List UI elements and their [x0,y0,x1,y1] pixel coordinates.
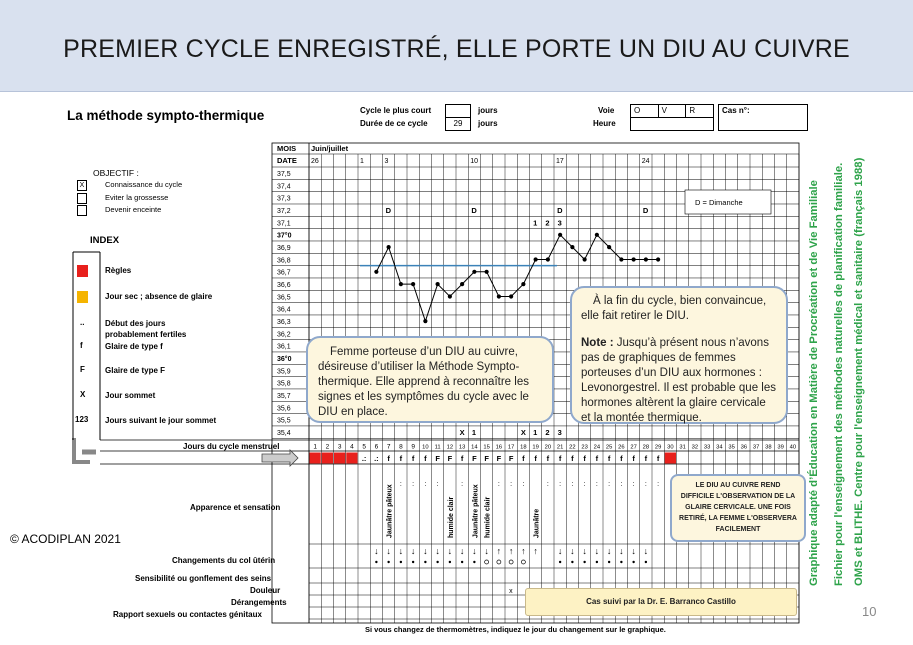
temperature-label: 36,5 [277,294,291,302]
sensation-text: humide clair [484,496,492,538]
cervix-down-arrow: ↓ [423,546,428,556]
index-symbol: X [80,390,86,399]
temperature-point [509,294,513,298]
sensation-label: Apparence et sensation [190,503,281,512]
sensation-text: Jaunâtre pâteux [472,484,480,538]
peak-row-mark: 1 [533,427,538,437]
date-value: 17 [556,158,564,165]
temperature-point [656,257,660,261]
cycle-day-number: 39 [777,444,784,451]
temperature-label: 36,3 [277,318,291,326]
cervix-closed-dot [620,561,622,563]
cycle-day-number: 15 [483,444,490,451]
date-value: 3 [384,158,389,165]
sensation-mark: : [510,481,513,488]
sensation-mark: : [546,481,549,488]
cervix-up-arrow: ↑ [496,546,502,556]
temperature-label: 35,4 [277,429,291,437]
cycle-day-number: 21 [556,444,564,451]
cycle-day-number: 24 [593,444,601,451]
mucus-symbol: f [399,454,403,463]
index-symbol: 123 [75,415,89,424]
cervix-down-arrow: ↓ [459,546,465,556]
mucus-symbol: F [472,454,477,463]
cycle-day-number: 28 [642,444,650,451]
mucus-symbol: F [447,454,453,463]
cervix-closed-dot [387,561,389,563]
mucus-symbol: f [387,454,390,463]
date-value: 1 [360,158,364,165]
pain-mark: x [509,588,513,595]
cycle-day-number: 14 [471,444,478,451]
cycle-day-number: 35 [728,444,735,451]
temperature-point [558,233,562,237]
index-symbol: f [80,341,83,350]
cervix-down-arrow: ↓ [570,546,575,556]
voie-option-o[interactable]: O [631,105,659,117]
mucus-symbol: f [460,454,464,463]
note-small: LE DIU AU CUIVRE REND DIFFICILE L'OBSERVATION DE LA GLAIRE CERVICALE. UNE FOIS RETIRÉ, LA FEMME L'OBSERVERA FACILEMENT [670,474,806,542]
mucus-symbol: f [632,454,635,463]
sensation-mark: : [399,481,402,488]
cycle-day-number: 12 [446,444,454,451]
mucus-symbol: f [583,454,586,463]
peak-row-mark: 2 [545,427,550,437]
cycle-day-number: 37 [752,444,760,451]
mucus-symbol: f [644,454,648,463]
index-label: probablement fertiles [105,330,187,339]
note-right-p2-bold: Note : [581,337,614,349]
cervix-down-arrow: ↓ [386,546,391,556]
objective-label: Devenir enceinte [105,205,162,214]
voie-option-r[interactable]: R [689,106,696,115]
mucus-symbol: f [424,454,427,463]
voie-option-v[interactable]: V [659,105,687,117]
temperature-point [521,282,525,286]
cervix-down-arrow: ↓ [435,546,440,556]
temperature-point [485,270,489,274]
sensation-mark: : [657,481,660,488]
pain-label: Douleur [250,586,281,595]
mucus-symbol: f [558,454,562,463]
note-right-p1: À la fin du cycle, bien convaincue, elle fait retirer le DIU. [581,295,767,322]
temperature-point [472,270,476,274]
sensation-mark: : [620,481,623,488]
cervix-down-arrow: ↓ [594,546,600,556]
cervix-down-arrow: ↓ [374,546,379,556]
temperature-label: 36,7 [277,269,291,277]
date-value: 24 [641,158,650,165]
index-label: Glaire de type F [105,366,166,375]
date-value: 10 [470,158,479,165]
cycle-day-number: 29 [654,444,662,451]
cervix-down-arrow: ↓ [582,546,587,556]
mucus-symbol: f [595,454,599,463]
sensation-mark: : [595,481,598,488]
cycle-day-number: 34 [716,444,723,451]
temperature-point [374,270,378,274]
cycle-day-number: 27 [630,444,637,451]
cycle-day-number: 36 [740,444,748,451]
temperature-point [448,294,452,298]
temperature-point [460,282,464,286]
breasts-label: Sensibilité ou gonflement des seins [135,574,272,583]
cycle-day-number: 33 [703,444,711,451]
cycle-day-number: 16 [495,444,503,451]
cervix-closed-dot [400,561,402,563]
cervix-closed-dot [596,561,598,563]
mucus-symbol: .: [361,454,367,463]
temperature-label: 37,5 [277,171,291,178]
temperature-label: 37°0 [277,232,292,240]
temperature-label: 35,8 [277,380,291,388]
days-unit-1: jours [478,106,498,115]
cycle-day-number: 26 [618,444,625,451]
temperature-label: 35,7 [277,392,291,400]
temperature-point [607,245,611,249]
case-followed-box: Cas suivi par la Dr. E. Barranco Castillo [525,588,797,616]
mucus-symbol: f [571,454,574,463]
note-left: Femme porteuse d’un DIU au cuivre, désireuse d’utiliser la Méthode Sympto-thermique. Elle apprend à reconnaître les signes et les symptômes du cycle avec le DIU en place. [306,336,554,423]
temperature-point [570,245,574,249]
temperature-point [497,294,501,298]
cycle-day-number: 25 [605,444,613,451]
cycle-day-number: 9 [411,443,415,451]
cycle-day-number: 20 [544,444,552,451]
mucus-symbol: F [496,454,502,463]
peak-row-mark: X [520,427,526,437]
sensation-mark: : [497,481,500,488]
side-text-2: Fichier pour l'enseignement des méthodes naturelles de planification familiale. [833,162,845,586]
cycle-day-number: 3 [337,443,342,451]
duration-label: Durée de ce cycle [360,119,428,128]
month-value: Juin/juillet [311,144,349,153]
sensation-mark: : [644,481,647,488]
cervix-open-circle [509,560,513,564]
cervix-up-arrow: ↑ [533,546,538,556]
cervix-down-arrow: ↓ [472,546,477,556]
index-title: INDEX [90,235,120,246]
voie-label: Voie [598,106,615,115]
cycle-day-number: 19 [532,444,539,451]
note-right [570,286,788,424]
temperature-label: 37,2 [277,207,291,215]
cervix-closed-dot [571,561,573,563]
temperature-point [411,282,415,286]
mucus-symbol: .: [374,454,379,463]
objective-title: OBJECTIF : [93,168,139,178]
index-label: Début des jours [105,319,166,328]
cervix-down-arrow: ↓ [484,546,489,556]
cycle-day-number: 8 [399,443,403,451]
temperature-label: 35,5 [277,417,291,425]
mucus-symbol: f [620,454,623,463]
cervix-down-arrow: ↓ [447,546,453,556]
mucus-symbol: f [546,454,550,463]
cycle-day-number: 40 [789,444,797,451]
mucus-symbol: f [534,454,537,463]
cycle-day-number: 23 [581,444,588,451]
sunday-marker: D [471,205,477,215]
footer-note: Si vous changez de thermomètres, indiquez le jour du changement sur le graphique. [365,625,666,634]
cycle-day-number: 2 [325,443,330,451]
cervix-down-arrow: ↓ [643,546,649,556]
objective-label: Connaissance du cycle [105,180,183,189]
sensation-mark: : [412,481,415,488]
peak-row-mark: 3 [557,427,562,437]
note-right-p2 [581,336,777,426]
sensation-mark: : [559,481,562,488]
sensation-mark: : [571,481,574,488]
duration-box[interactable]: 29 [445,117,471,131]
sex-label: Rapport sexuels ou contactes génitaux [113,610,262,619]
post-peak-top: 1 [533,218,538,228]
note-right-p2-text: Jusqu’à présent nous n’avons pas de graphiques de femmes porteuses d’un DIU aux hormones : Levonorgestrel. Il est probable que les hormones altèrent la glaire cervicale et la montée thermique. [581,337,776,424]
cervix-open-circle [497,560,501,564]
temperature-label: 35,6 [277,405,291,413]
side-text-3: OMS et BLITHE. Centre pour l'enseignement médical et sanitaire (français 1988) [853,157,865,586]
temperature-label: 37,3 [277,195,291,203]
cervix-closed-dot [473,561,475,563]
cervix-closed-dot [632,561,634,563]
post-peak-top: 3 [557,218,562,228]
cycle-day-number: 17 [507,444,515,451]
temperature-point [644,257,648,261]
temperature-point [436,282,440,286]
mucus-symbol: f [607,454,611,463]
index-symbol: .. [80,318,85,327]
cervix-open-circle [485,560,489,564]
cervix-up-arrow: ↑ [508,546,514,556]
sensation-mark: : [583,481,586,488]
mucus-symbol: F [484,454,489,463]
cervix-closed-dot [559,561,561,563]
cervix-down-arrow: ↓ [631,546,636,556]
cervix-down-arrow: ↓ [606,546,612,556]
sensation-mark: : [424,481,427,488]
col-label: Changements du col ûtérin [172,556,276,565]
temperature-point [583,257,587,261]
index-symbol: F [80,365,85,374]
menstruation-cell [322,453,333,464]
cycle-day-number: 7 [386,443,391,451]
temperature-label: 36,9 [277,244,291,252]
temperature-label: 36,6 [277,281,291,289]
sensation-mark: : [461,481,464,488]
cervix-closed-dot [436,561,438,563]
method-title: La méthode sympto-thermique [67,108,265,123]
sensation-mark: : [522,481,525,488]
cervix-closed-dot [645,561,647,563]
cycle-day-number: 4 [350,443,354,451]
cycle-day-number: 13 [458,444,466,451]
cervix-closed-dot [375,561,377,563]
cervix-down-arrow: ↓ [410,546,416,556]
month-label: MOIS [277,144,297,153]
cycle-day-number: 1 [313,443,317,451]
sunday-legend: D = Dimanche [695,198,743,207]
temperature-label: 36,4 [277,306,291,314]
cervix-closed-dot [461,561,463,563]
date-label: DATE [277,156,297,165]
mucus-symbol: F [435,454,440,463]
cycle-day-number: 10 [422,444,429,451]
temperature-label: 37,4 [277,183,291,191]
temperature-point [399,282,403,286]
index-label: Jours suivant le jour sommet [105,416,217,425]
temperature-point [595,233,599,237]
cycle-days-label: Jours du cycle menstruel [183,442,280,451]
temperature-label: 35,9 [277,368,291,376]
objective-label: Eviter la grossesse [105,192,169,202]
cycle-day-number: 22 [569,444,576,451]
index-label: Jour sommet [105,391,156,400]
copyright: © ACODIPLAN 2021 [10,532,121,546]
temperature-label: 36,8 [277,257,291,265]
menstruation-cell [334,453,345,464]
sunday-marker: D [557,205,563,215]
mucus-symbol: F [508,454,514,463]
mucus-symbol: f [522,454,525,463]
slide-title: PREMIER CYCLE ENREGISTRÉ, ELLE PORTE UN DIU AU CUIVRE [63,35,850,63]
cervix-up-arrow: ↑ [521,546,526,556]
objective-checkbox[interactable]: X [77,180,87,191]
days-unit-2: jours [478,119,498,128]
post-peak-top: 2 [545,218,550,228]
shortest-cycle-label: Cycle le plus court [360,106,432,115]
page-number: 10 [862,604,877,619]
sensation-mark: : [608,481,611,488]
cycle-day-number: 11 [434,444,441,451]
sensation-mark: : [632,481,635,488]
sensation-mark: : [436,481,439,488]
cycle-day-number: 5 [362,443,366,451]
temperature-point [534,257,538,261]
index-label: Glaire de type f [105,342,163,351]
cycle-day-number: 38 [765,444,772,451]
temperature-label: 37,1 [277,220,291,228]
cycle-day-number: 32 [691,444,699,451]
cervix-closed-dot [583,561,585,563]
temperature-point [387,245,391,249]
cervix-down-arrow: ↓ [398,546,404,556]
side-text-1: Graphique adapté d’Éducation en Matière de Procréation et de Vie Familiale [808,180,820,586]
sensation-text: Jaunâtre [533,508,541,538]
sunday-marker: D [385,205,392,215]
cervix-closed-dot [449,561,451,563]
cervix-closed-dot [608,561,610,563]
index-label: Règles [105,266,132,275]
cervix-closed-dot [412,561,414,563]
cycle-day-number: 18 [520,444,527,451]
sensation-text: humide clair [447,496,455,538]
temperature-label: 36,1 [277,343,291,351]
menstruation-cell [346,453,357,464]
disturb-label: Dérangements [231,598,287,607]
date-value: 26 [311,158,319,165]
temperature-label: 36°0 [277,355,292,363]
temperature-point [632,257,636,261]
cervix-open-circle [521,560,525,564]
mucus-symbol: f [411,454,415,463]
heure-label: Heure [593,119,616,128]
index-label: Jour sec ; absence de glaire [105,292,213,301]
cervix-down-arrow: ↓ [619,546,624,556]
mucus-symbol: f [656,454,660,463]
temperature-point [619,257,623,261]
peak-row-mark: X [459,427,465,437]
sensation-text: Jaunâtre pâteux [386,484,394,538]
cycle-day-number: 30 [667,444,674,451]
case-number-label: Cas n°: [722,106,750,115]
temperature-point [423,319,427,323]
cervix-down-arrow: ↓ [557,546,563,556]
temperature-point [546,257,550,261]
cycle-day-number: 6 [374,443,379,451]
sunday-marker: D [642,205,649,215]
menstruation-cell [310,453,321,464]
cervix-closed-dot [424,561,426,563]
cycle-day-number: 31 [679,444,686,451]
peak-row-mark: 1 [471,427,477,437]
temperature-label: 36,2 [277,331,291,339]
menstruation-cell [665,453,676,464]
